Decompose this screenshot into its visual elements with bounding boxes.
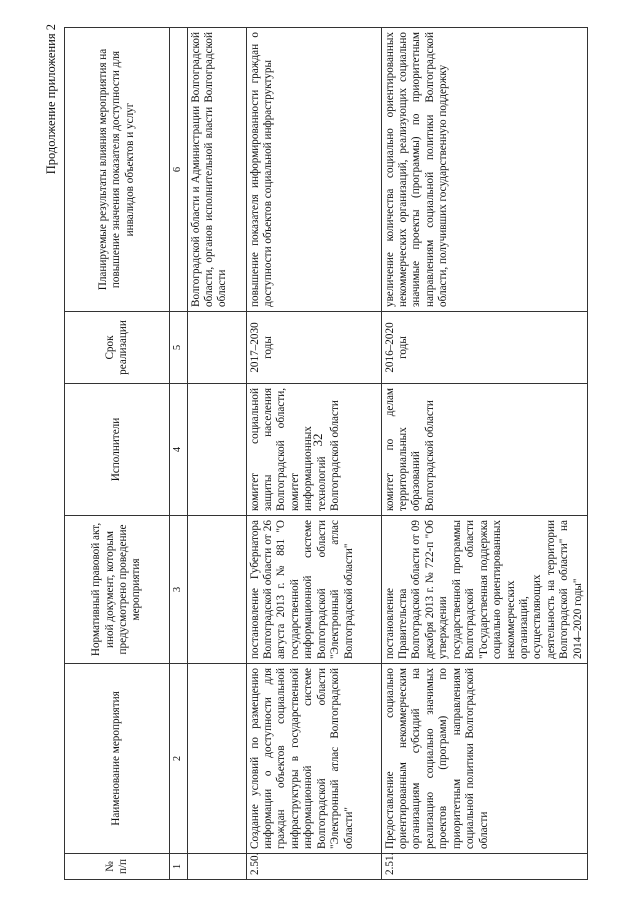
table-row (246, 28, 381, 880)
measures-table (64, 27, 588, 880)
column-number: 2 (170, 664, 188, 854)
cell-executors (187, 384, 246, 516)
cell-executors: комитет социальной защиты населения Волгоградской области, комитет информационных технологий Волгоградской области (246, 384, 381, 516)
header-executors: Исполнители (65, 384, 170, 516)
header-term: Срок реализации (65, 312, 170, 384)
column-number-row (170, 28, 188, 880)
continuation-row (187, 28, 246, 880)
continuation-caption: Продолжение приложения 2 (44, 24, 58, 175)
header-doc: Нормативный правовой акт, иной документ, которым предусмотрено проведение мероприятия (65, 516, 170, 664)
cell-result: увеличение количества социально ориентированных некоммерческих организаций, реализующих социально значимые проекты (программы) по приоритетным направлениям социальной политики Волгоградской области, получивших государственную поддержку (381, 28, 588, 312)
column-number: 1 (170, 854, 188, 880)
table-row (381, 28, 588, 880)
page-number: 32 (310, 433, 325, 447)
cell-doc: постановление Правительства Волгоградской области от 09 декабря 2013 г. № 722-п "Об утверждении государственной программы Волгоградской области "Государственная поддержка социально ориентированных некоммерческих организаций, осуществляющих деятельность на территории Волгоградской области" на 2014–2020 годы" (381, 516, 588, 664)
header-result: Планируемые результаты влияния мероприятия на повышение значения показателя доступности для инвалидов объектов и услуг (65, 28, 170, 312)
column-number: 6 (170, 28, 188, 312)
cell-term: 2017–2030 годы (246, 312, 381, 384)
rotated-table-page (44, 20, 604, 880)
header-num: № п/п (65, 854, 170, 880)
header-name: Наименование мероприятия (65, 664, 170, 854)
cell-result: повышение показателя информированности граждан о доступности объектов социальной инфраструктуры (246, 28, 381, 312)
cell-doc (187, 516, 246, 664)
cell-doc: постановление Губернатора Волгоградской области от 26 августа 2013 г. № 881 "О государственной информационной системе Волгоградской области "Электронный атлас Волгоградской области" (246, 516, 381, 664)
cell-executors: комитет по делам территориальных образований Волгоградской области (381, 384, 588, 516)
cell-term: 2016–2020 годы (381, 312, 588, 384)
cell-name: Предоставление социально ориентированным некоммерческим организациям субсидий на реализацию социально значимых проектов (программ) по приоритетным направлениям социальной политики Волгоградской области (381, 664, 588, 854)
cell-name: Создание условий по размещению информации о доступности для граждан объектов социальной инфраструктуры в государственной информационной системе Волгоградской области "Электронный атлас Волгоградской области" (246, 664, 381, 854)
column-number: 3 (170, 516, 188, 664)
column-number: 5 (170, 312, 188, 384)
cell-term (187, 312, 246, 384)
cell-num: 2.51. (381, 854, 588, 880)
header-row (65, 28, 170, 880)
cell-result: Волгоградской области и Администрации Волгоградской области, органов исполнительной власти Волгоградской области (187, 28, 246, 312)
cell-num: 2.50. (246, 854, 381, 880)
cell-name (187, 664, 246, 854)
column-number: 4 (170, 384, 188, 516)
cell-num (187, 854, 246, 880)
